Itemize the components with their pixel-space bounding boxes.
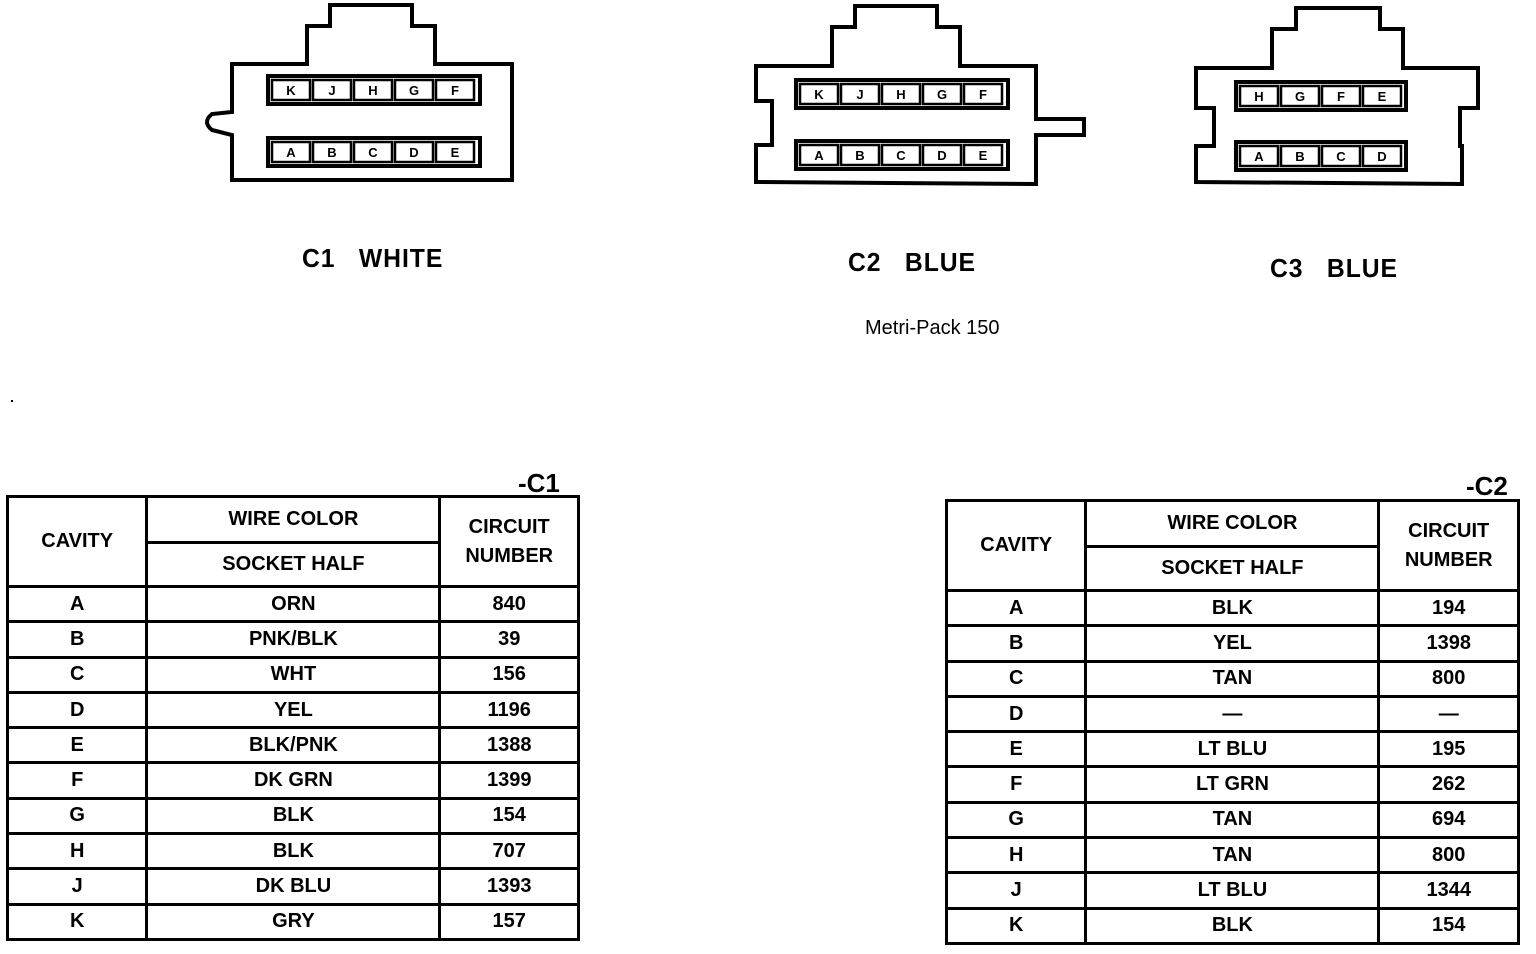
table-row: [8, 834, 579, 869]
table-row: [8, 798, 579, 833]
c3-pin-label: H: [1254, 89, 1264, 104]
c1-pin-label: C: [368, 145, 378, 160]
table-row: [947, 873, 1519, 908]
circuit-header-line2: NUMBER: [465, 544, 554, 567]
cavity-cell: J: [947, 873, 1086, 908]
c1-pin-label: D: [409, 145, 419, 160]
cavity-cell: A: [8, 587, 147, 622]
cavity-header: CAVITY: [8, 497, 147, 587]
c3-pin-label: A: [1254, 149, 1264, 164]
c3-connector-label: C3 BLUE: [1270, 253, 1398, 283]
cavity-cell: K: [8, 904, 147, 939]
wire-color-cell: BLK: [147, 798, 440, 833]
stray-dot: [11, 400, 13, 402]
c3-pin-label: F: [1337, 89, 1345, 104]
table-row: [8, 728, 579, 763]
wire-color-cell: GRY: [147, 904, 440, 939]
circuit-number-cell: 195: [1379, 732, 1519, 767]
cavity-cell: F: [8, 763, 147, 798]
c2-pin-label: C: [896, 148, 906, 163]
c1-connector-label: C1 WHITE: [302, 243, 444, 273]
connector-type-caption: Metri-Pack 150: [865, 317, 1000, 339]
cavity-cell: G: [947, 802, 1086, 837]
circuit-number-cell: 800: [1379, 661, 1519, 696]
circuit-number-cell: 694: [1379, 802, 1519, 837]
c1-connector-outline: [207, 5, 512, 180]
c1-pin-label: B: [327, 145, 337, 160]
wire-color-cell: YEL: [147, 692, 440, 727]
table-row: [8, 587, 579, 622]
wire-color-cell: YEL: [1086, 626, 1379, 661]
cavity-cell: G: [8, 798, 147, 833]
cavity-cell: D: [947, 696, 1086, 731]
table-row: [947, 696, 1519, 731]
table-row: [947, 908, 1519, 943]
wire-color-cell: BLK: [1086, 908, 1379, 943]
c3-pin-label: G: [1294, 89, 1306, 104]
circuit-number-cell: 157: [440, 904, 579, 939]
circuit-number-header: [1379, 501, 1519, 591]
cavity-cell: H: [8, 834, 147, 869]
table-row: [8, 622, 579, 657]
c1-pin-label: A: [286, 145, 296, 160]
wire-color-cell: —: [1086, 696, 1379, 731]
cavity-cell: J: [8, 869, 147, 904]
cavity-cell: C: [947, 661, 1086, 696]
wire-color-header: WIRE COLOR: [1086, 501, 1379, 547]
table-row: [947, 802, 1519, 837]
circuit-number-cell: 1196: [440, 692, 579, 727]
circuit-number-cell: 707: [440, 834, 579, 869]
socket-half-header: SOCKET HALF: [1086, 547, 1379, 591]
circuit-number-cell: 1388: [440, 728, 579, 763]
cavity-cell: D: [8, 692, 147, 727]
table-row: [947, 626, 1519, 661]
c2-pin-label: G: [936, 87, 948, 102]
circuit-number-header: [440, 497, 579, 587]
circuit-number-cell: 1344: [1379, 873, 1519, 908]
table-row: [8, 904, 579, 939]
wire-color-cell: BLK/PNK: [147, 728, 440, 763]
circuit-number-cell: 156: [440, 657, 579, 692]
circuit-number-cell: 154: [1379, 908, 1519, 943]
wire-color-cell: DK BLU: [147, 869, 440, 904]
c2-pin-label: H: [896, 87, 906, 102]
c2-table-tag: -C2: [1466, 471, 1508, 501]
table-row: [8, 869, 579, 904]
c2-pin-label: E: [978, 148, 988, 163]
circuit-number-cell: 154: [440, 798, 579, 833]
circuit-number-cell: 800: [1379, 838, 1519, 873]
table-row: [8, 657, 579, 692]
cavity-cell: B: [947, 626, 1086, 661]
table-row: [8, 763, 579, 798]
table-row: [8, 692, 579, 727]
cavity-cell: E: [947, 732, 1086, 767]
c2-pin-label: A: [814, 148, 824, 163]
wire-color-cell: PNK/BLK: [147, 622, 440, 657]
wire-color-cell: BLK: [147, 834, 440, 869]
socket-half-header: SOCKET HALF: [147, 543, 440, 587]
cavity-cell: H: [947, 838, 1086, 873]
c2-pin-label: K: [814, 87, 824, 102]
table-row: [947, 767, 1519, 802]
wire-color-cell: WHT: [147, 657, 440, 692]
cavity-cell: A: [947, 591, 1086, 626]
cavity-cell: E: [8, 728, 147, 763]
c2-pin-label: D: [937, 148, 947, 163]
wire-color-cell: TAN: [1086, 802, 1379, 837]
c1-pin-label: H: [368, 83, 378, 98]
cavity-cell: K: [947, 908, 1086, 943]
circuit-header-line2: NUMBER: [1404, 548, 1493, 571]
c1-pin-label: F: [451, 83, 459, 98]
c1-pin-label: E: [450, 145, 460, 160]
c2-pinout-table: [945, 499, 1520, 945]
c1-table-tag: -C1: [518, 468, 560, 498]
wire-color-header: WIRE COLOR: [147, 497, 440, 543]
circuit-number-cell: 1398: [1379, 626, 1519, 661]
wire-color-cell: TAN: [1086, 838, 1379, 873]
c1-pin-label: K: [286, 83, 296, 98]
wire-color-cell: LT GRN: [1086, 767, 1379, 802]
wire-color-cell: ORN: [147, 587, 440, 622]
circuit-number-cell: 262: [1379, 767, 1519, 802]
circuit-header-line1: CIRCUIT: [1408, 519, 1490, 542]
circuit-number-cell: 194: [1379, 591, 1519, 626]
c3-pin-label: D: [1377, 149, 1387, 164]
wire-color-cell: LT BLU: [1086, 873, 1379, 908]
c3-pin-label: B: [1295, 149, 1305, 164]
wire-color-cell: LT BLU: [1086, 732, 1379, 767]
c2-pin-label: F: [979, 87, 987, 102]
circuit-number-cell: 39: [440, 622, 579, 657]
c1-pinout-table: [6, 495, 580, 941]
wire-color-cell: TAN: [1086, 661, 1379, 696]
c1-pin-label: J: [328, 83, 336, 98]
c3-pin-label: C: [1336, 149, 1346, 164]
cavity-cell: C: [8, 657, 147, 692]
table-row: [947, 838, 1519, 873]
cavity-header: CAVITY: [947, 501, 1086, 591]
circuit-number-cell: —: [1379, 696, 1519, 731]
circuit-number-cell: 1393: [440, 869, 579, 904]
circuit-number-cell: 840: [440, 587, 579, 622]
c2-pin-label: J: [856, 87, 864, 102]
c1-pin-label: G: [408, 83, 420, 98]
c2-connector-label: C2 BLUE: [848, 247, 976, 277]
circuit-header-line1: CIRCUIT: [468, 515, 550, 538]
wire-color-cell: BLK: [1086, 591, 1379, 626]
c2-pin-label: B: [855, 148, 865, 163]
table-row: [947, 732, 1519, 767]
table-row: [947, 661, 1519, 696]
wire-color-cell: DK GRN: [147, 763, 440, 798]
circuit-number-cell: 1399: [440, 763, 579, 798]
cavity-cell: F: [947, 767, 1086, 802]
c3-pin-label: E: [1377, 89, 1387, 104]
table-row: [947, 591, 1519, 626]
cavity-cell: B: [8, 622, 147, 657]
